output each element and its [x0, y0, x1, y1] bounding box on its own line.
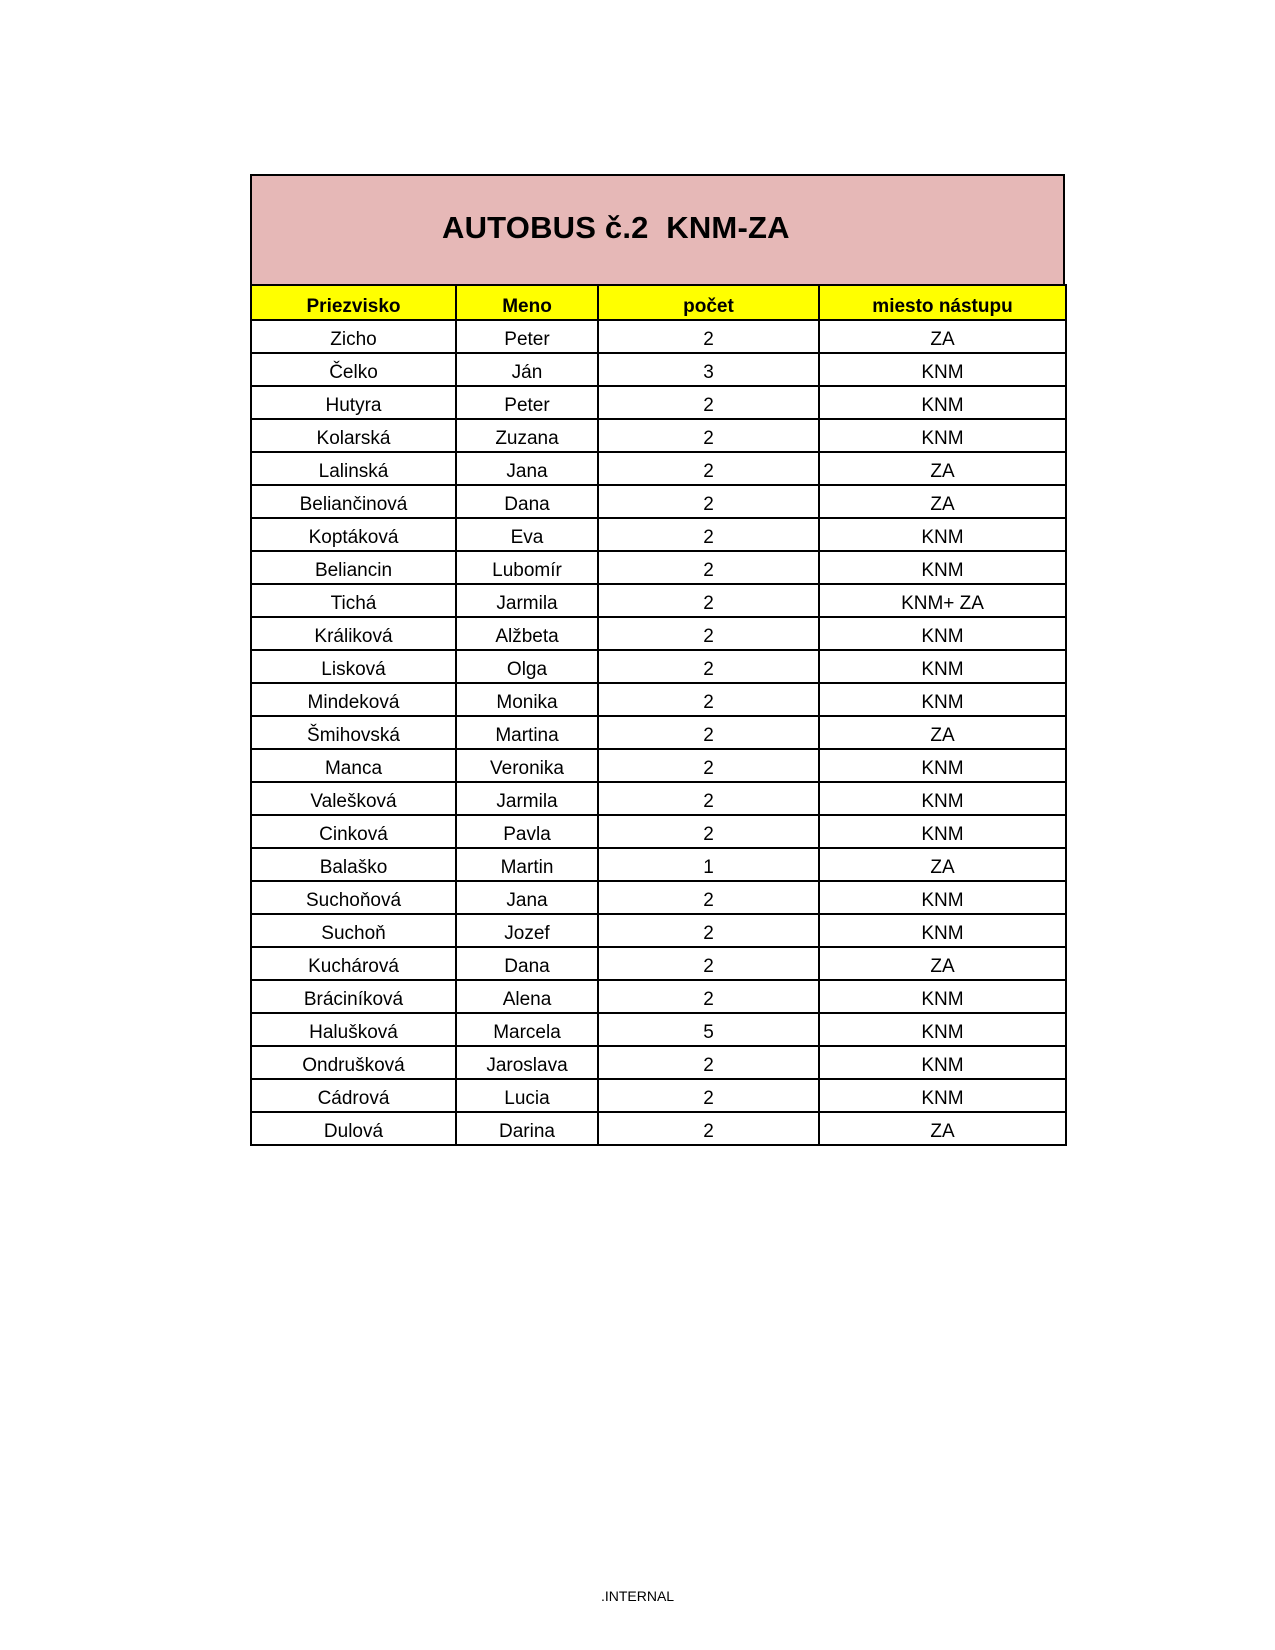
table-row	[251, 452, 1066, 485]
cell-count: 2	[598, 716, 819, 749]
cell-count: 2	[598, 782, 819, 815]
column-header-first-name: Meno	[456, 285, 598, 320]
cell-boarding-place: KNM	[819, 353, 1066, 386]
table-row	[251, 1013, 1066, 1046]
cell-first-name: Ján	[456, 353, 598, 386]
cell-count: 2	[598, 980, 819, 1013]
cell-first-name: Jarmila	[456, 584, 598, 617]
cell-surname: Lalinská	[251, 452, 456, 485]
cell-boarding-place: KNM	[819, 1046, 1066, 1079]
cell-count: 2	[598, 584, 819, 617]
cell-count: 2	[598, 815, 819, 848]
table-row	[251, 716, 1066, 749]
cell-surname: Bráciníková	[251, 980, 456, 1013]
cell-first-name: Peter	[456, 386, 598, 419]
cell-first-name: Darina	[456, 1112, 598, 1145]
cell-count: 2	[598, 419, 819, 452]
classification-label: .INTERNAL	[600, 1588, 675, 1604]
cell-count: 2	[598, 551, 819, 584]
table-row	[251, 617, 1066, 650]
cell-first-name: Lubomír	[456, 551, 598, 584]
bus-roster-sheet	[250, 174, 1065, 1146]
cell-surname: Manca	[251, 749, 456, 782]
cell-count: 5	[598, 1013, 819, 1046]
table-row	[251, 881, 1066, 914]
table-row	[251, 947, 1066, 980]
cell-first-name: Veronika	[456, 749, 598, 782]
table-row	[251, 749, 1066, 782]
cell-surname: Kuchárová	[251, 947, 456, 980]
cell-count: 2	[598, 485, 819, 518]
table-row	[251, 353, 1066, 386]
cell-surname: Halušková	[251, 1013, 456, 1046]
cell-first-name: Alžbeta	[456, 617, 598, 650]
cell-count: 2	[598, 1046, 819, 1079]
cell-first-name: Monika	[456, 683, 598, 716]
cell-count: 2	[598, 650, 819, 683]
table-row	[251, 1079, 1066, 1112]
cell-first-name: Martin	[456, 848, 598, 881]
cell-first-name: Marcela	[456, 1013, 598, 1046]
cell-surname: Králiková	[251, 617, 456, 650]
cell-first-name: Jana	[456, 881, 598, 914]
cell-surname: Valešková	[251, 782, 456, 815]
cell-boarding-place: KNM	[819, 518, 1066, 551]
header-row	[251, 285, 1066, 320]
cell-surname: Beliančinová	[251, 485, 456, 518]
cell-count: 2	[598, 947, 819, 980]
title-banner	[250, 174, 1065, 284]
cell-first-name: Jozef	[456, 914, 598, 947]
cell-count: 2	[598, 881, 819, 914]
cell-first-name: Eva	[456, 518, 598, 551]
cell-first-name: Dana	[456, 947, 598, 980]
cell-count: 3	[598, 353, 819, 386]
cell-count: 2	[598, 683, 819, 716]
table-row	[251, 782, 1066, 815]
cell-surname: Tichá	[251, 584, 456, 617]
cell-surname: Kolarská	[251, 419, 456, 452]
cell-count: 2	[598, 1079, 819, 1112]
cell-boarding-place: ZA	[819, 485, 1066, 518]
cell-boarding-place: KNM	[819, 815, 1066, 848]
cell-surname: Ondrušková	[251, 1046, 456, 1079]
cell-boarding-place: KNM	[819, 749, 1066, 782]
cell-boarding-place: KNM	[819, 980, 1066, 1013]
cell-boarding-place: ZA	[819, 1112, 1066, 1145]
cell-surname: Mindeková	[251, 683, 456, 716]
cell-count: 2	[598, 386, 819, 419]
cell-boarding-place: KNM	[819, 1079, 1066, 1112]
cell-boarding-place: ZA	[819, 848, 1066, 881]
cell-first-name: Lucia	[456, 1079, 598, 1112]
cell-first-name: Martina	[456, 716, 598, 749]
cell-surname: Lisková	[251, 650, 456, 683]
table-row	[251, 485, 1066, 518]
cell-count: 2	[598, 518, 819, 551]
table-row	[251, 914, 1066, 947]
cell-count: 2	[598, 749, 819, 782]
cell-surname: Suchoň	[251, 914, 456, 947]
cell-boarding-place: KNM	[819, 551, 1066, 584]
table-row	[251, 683, 1066, 716]
page-title: AUTOBUS č.2 KNM-ZA	[442, 210, 790, 245]
cell-count: 2	[598, 914, 819, 947]
column-header-count: počet	[598, 285, 819, 320]
cell-surname: Balaško	[251, 848, 456, 881]
cell-first-name: Pavla	[456, 815, 598, 848]
table-row	[251, 320, 1066, 353]
table-row	[251, 848, 1066, 881]
cell-boarding-place: KNM	[819, 881, 1066, 914]
table-row	[251, 551, 1066, 584]
table-row	[251, 815, 1066, 848]
cell-count: 2	[598, 452, 819, 485]
cell-boarding-place: KNM	[819, 1013, 1066, 1046]
cell-boarding-place: ZA	[819, 947, 1066, 980]
cell-boarding-place: ZA	[819, 716, 1066, 749]
cell-surname: Beliancin	[251, 551, 456, 584]
cell-count: 2	[598, 617, 819, 650]
table-row	[251, 1046, 1066, 1079]
table-row	[251, 584, 1066, 617]
cell-boarding-place: KNM+ ZA	[819, 584, 1066, 617]
cell-boarding-place: KNM	[819, 683, 1066, 716]
cell-first-name: Zuzana	[456, 419, 598, 452]
cell-first-name: Jana	[456, 452, 598, 485]
cell-surname: Suchoňová	[251, 881, 456, 914]
cell-count: 2	[598, 1112, 819, 1145]
cell-boarding-place: KNM	[819, 650, 1066, 683]
cell-first-name: Jarmila	[456, 782, 598, 815]
cell-boarding-place: KNM	[819, 386, 1066, 419]
column-header-surname: Priezvisko	[251, 285, 456, 320]
cell-boarding-place: ZA	[819, 452, 1066, 485]
cell-first-name: Peter	[456, 320, 598, 353]
table-row	[251, 1112, 1066, 1145]
table-row	[251, 980, 1066, 1013]
cell-surname: Dulová	[251, 1112, 456, 1145]
cell-first-name: Jaroslava	[456, 1046, 598, 1079]
cell-surname: Čelko	[251, 353, 456, 386]
table-body	[251, 320, 1066, 1145]
passenger-table	[250, 284, 1067, 1146]
cell-surname: Šmihovská	[251, 716, 456, 749]
cell-boarding-place: KNM	[819, 914, 1066, 947]
cell-boarding-place: KNM	[819, 419, 1066, 452]
cell-surname: Koptáková	[251, 518, 456, 551]
cell-first-name: Olga	[456, 650, 598, 683]
cell-boarding-place: KNM	[819, 782, 1066, 815]
cell-surname: Cinková	[251, 815, 456, 848]
table-row	[251, 518, 1066, 551]
table-row	[251, 650, 1066, 683]
cell-boarding-place: KNM	[819, 617, 1066, 650]
column-header-boarding-place: miesto nástupu	[819, 285, 1066, 320]
cell-boarding-place: ZA	[819, 320, 1066, 353]
cell-surname: Cádrová	[251, 1079, 456, 1112]
cell-count: 2	[598, 320, 819, 353]
cell-first-name: Dana	[456, 485, 598, 518]
cell-surname: Zicho	[251, 320, 456, 353]
cell-count: 1	[598, 848, 819, 881]
table-header	[251, 285, 1066, 320]
table-row	[251, 386, 1066, 419]
table-row	[251, 419, 1066, 452]
cell-first-name: Alena	[456, 980, 598, 1013]
cell-surname: Hutyra	[251, 386, 456, 419]
